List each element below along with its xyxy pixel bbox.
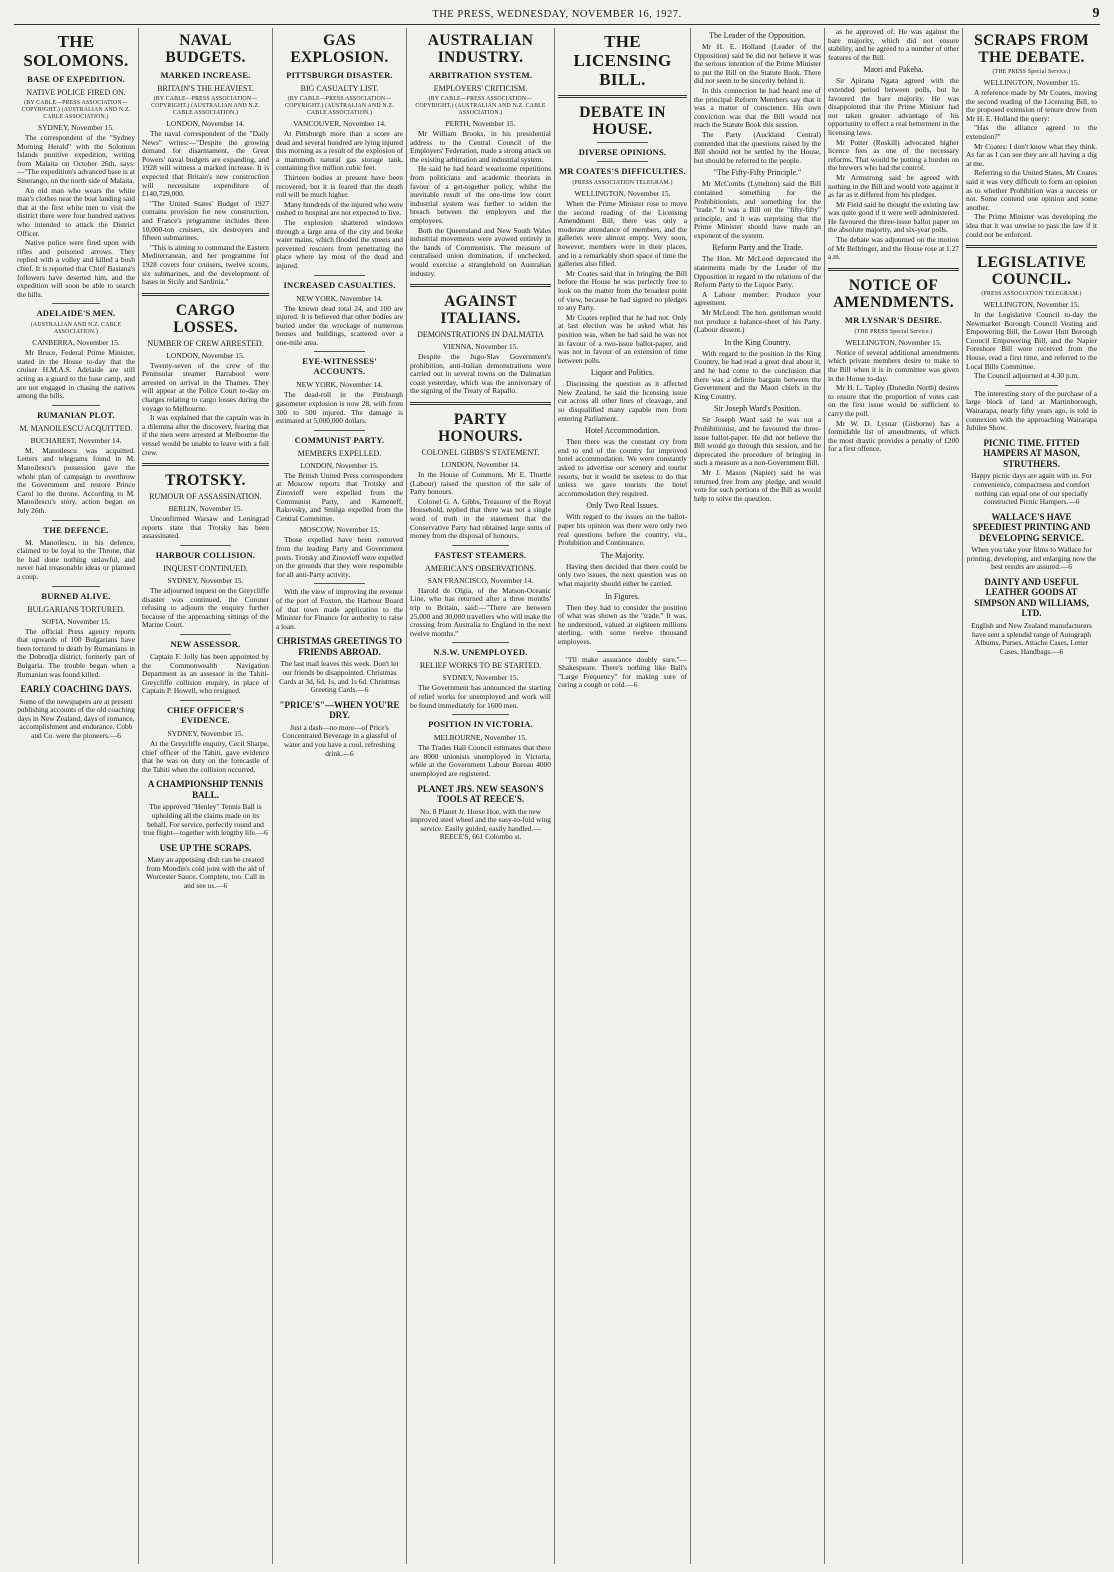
- paragraph: A Labour member: Produce your agreement.: [694, 289, 821, 308]
- section-heading: Only Two Real Issues.: [586, 501, 659, 511]
- divider: [314, 275, 365, 276]
- divider: [966, 245, 1097, 248]
- ad-text: English and New Zealand manufacturers have sent a splendid range of Autograph Albums, Purses, Attache Cases, Letter Cases, Handbags.—6: [971, 620, 1092, 656]
- subheadline: EMPLOYERS' CRITICISM.: [433, 84, 528, 93]
- advertisement: [17, 684, 135, 740]
- section-heading: Liquor and Politics.: [590, 368, 655, 378]
- ad-text: No. 8 Planet Jr. Horse Hoe, with the new improved steel wheel and the easy-to-fold wing service. Easily guided, easily handled.—REECE'S, 661 Colombo st.: [410, 806, 551, 842]
- divider: [52, 586, 99, 587]
- dateline: WELLINGTON, November 15.: [983, 78, 1080, 87]
- subheadline: COLONEL GIBBS'S STATEMENT.: [421, 448, 540, 458]
- dateline: PERTH, November 15.: [445, 119, 516, 128]
- paragraph: Harold de Olgia, of the Matson-Oceanic Line, who has returned after a three months' trip to Britain, said:—"There are between 25,000 and 30,000 travellers who will make the crossing from Australia to England in the next twelve months.": [410, 585, 552, 638]
- dateline: BUCHAREST, November 14.: [30, 435, 122, 445]
- paragraph: The explosion shattered windows through a large area of the city and broke water mains, which flooded the streets and prevented rescuers from penetrating the place where lay most of the dead and injured.: [276, 217, 403, 270]
- paragraph: Mr William Brooks, in his presidential address to the Central Council of the Employers' Federation, made a strong attack on the existing arbitration and industrial system.: [410, 129, 551, 164]
- dateline: LONDON, November 14.: [441, 460, 520, 470]
- paragraph: The known dead total 24, and 100 are injured. It is believed that other bodies are buried under the wreckage of numerous houses and buildings, scattered over a one-mile area.: [276, 303, 403, 347]
- divider: [142, 293, 269, 296]
- advertisement: [410, 784, 551, 842]
- column-3: [272, 28, 406, 1564]
- dateline: SYDNEY, November 15.: [167, 576, 244, 585]
- headline: NAVAL BUDGETS.: [165, 32, 246, 66]
- dateline: MOSCOW, November 15.: [299, 525, 380, 535]
- paragraph: Many hundreds of the injured who were rushed to hospital are not expected to live.: [276, 199, 403, 218]
- subheadline: MARKED INCREASE.: [160, 70, 251, 80]
- divider: [452, 545, 508, 546]
- headline: DEBATE IN HOUSE.: [579, 104, 666, 138]
- paragraph: Mr McLeod: The hon. gentleman would not produce a balance-sheet of his Party. (Labour dissent.): [694, 308, 821, 335]
- paragraph: Mr Coates said that in bringing the Bill before the House he was perfectly free to look on the matter from the broadest point of view, because he had signed no pledges to any Party.: [558, 268, 687, 313]
- advertisement: [276, 636, 403, 758]
- column-5: [554, 28, 690, 1564]
- telegram-credit: (PRESS ASSOCIATION TELEGRAM.): [572, 180, 673, 186]
- paragraph: Thirteen bodies at present have been recovered, but it is feared that the death roll will be much higher.: [276, 172, 403, 200]
- paragraph: The Government has announced the starting of relief works for unemployed and work will be found immediately for 1600 men.: [410, 683, 551, 710]
- ad-heading: EARLY COACHING DAYS.: [20, 684, 132, 695]
- paragraph: In this connection he had heard one of the principal Reform Members say that it was a matter of conscience. His own conviction was that the Bill would not reach the Statute Book this session.: [694, 85, 821, 130]
- paragraph: Sir Apirana Ngata agreed with the extended period between polls, but he favoured the bare majority. He was disappointed that the Prime Minister had not taken greater advantage of his opportunity to effect a real betterment in the licensing laws.: [828, 76, 959, 137]
- headline: LEGISLATIVE COUNCIL.: [977, 254, 1086, 289]
- subheadline: M. MANOILESCU ACQUITTED.: [19, 423, 133, 433]
- section-heading: In Figures.: [605, 591, 640, 601]
- dateline: LONDON, November 15.: [166, 350, 245, 360]
- ad-text: The approved "Henley" Tennis Ball is upholding all the claims made on its behalf. For service, perfectly round and true flight—together with lengthy life.—6: [143, 802, 268, 838]
- subheadline: DEMONSTRATIONS IN DALMATIA: [417, 330, 544, 340]
- subheadline: FASTEST STEAMERS.: [434, 549, 527, 560]
- dateline: SAN FRANCISCO, November 14.: [427, 575, 534, 585]
- subheadline: RELIEF WORKS TO BE STARTED.: [419, 661, 542, 671]
- headline: NOTICE OF AMENDMENTS.: [833, 276, 954, 311]
- divider: [597, 161, 649, 162]
- column-4: [406, 28, 554, 1564]
- paragraph: A reference made by Mr Coates, moving the second reading of the Licensing Bill, to the proposed extension of tenure drew from Mr H. E. Holland the query:: [966, 88, 1097, 123]
- paragraph: The adjourned inquest on the Greycliffe disaster was continued, the Coroner refusing to adjourn the enquiry further because of the approaching sittings of the Marine Court.: [142, 586, 269, 630]
- subheadline: NUMBER OF CREW ARRESTED.: [147, 338, 264, 348]
- subheadline: PITTSBURGH DISASTER.: [286, 70, 393, 80]
- divider: [52, 303, 99, 304]
- column-7: [824, 28, 962, 1564]
- page-columns: [14, 28, 1100, 1564]
- subheadline: HARBOUR COLLISION.: [155, 550, 256, 560]
- dateline: SYDNEY, November 15.: [167, 728, 244, 738]
- ad-heading: PICNIC TIME. FITTED HAMPERS AT MASON, STRUTHERS.: [983, 437, 1080, 469]
- divider: [142, 463, 269, 466]
- paragraph: "The United States' Budget of 1927 contains provision for new construction, and France's programme includes three 10,000-ton cruisers, six destroyers and fifteen submarines.: [142, 198, 269, 243]
- divider: [180, 634, 231, 635]
- subheadline: INQUEST CONTINUED.: [163, 564, 248, 573]
- divider: [180, 700, 231, 701]
- divider: [180, 545, 231, 546]
- paragraph: The Party (Auckland Central) contended that the questions raised by the Bill should not be settled by the House, but should be referred to the people.: [694, 129, 821, 165]
- masthead-title: THE PRESS, WEDNESDAY, NOVEMBER 16, 1927.: [432, 9, 682, 20]
- dateline: NEW YORK, November 14.: [296, 380, 383, 390]
- paragraph: Mr W. D. Lysnar (Gisborne) has a formidable list of amendments, of which the most drastic provides a penalty of £200 for a first offence.: [828, 418, 959, 454]
- paragraph: Mr Coates replied that he had not. Only at last election was he asked what his position was, when he had said he was not in favour of a two-issue ballot-paper, and was not in favour of an extension of time between polls.: [558, 312, 687, 365]
- paragraph: At the Greycliffe enquiry, Cecil Sharpe, chief officer of the Tahiti, gave evidence that he was on duty on the forecastle of the Tahiti when the collision occurred.: [142, 738, 269, 774]
- paragraph: The Prime Minister was developing the idea that it was unwise to pass the law if it could not be enforced.: [966, 212, 1097, 239]
- paragraph: The Council adjourned at 4.30 p.m.: [974, 371, 1080, 381]
- paragraph: The correspondent of the "Sydney Morning Herald" with the Solomon Islands punitive expedition, writing from Malaita on October 26th, says:—"The expedition's advanced base is at Sinerango, on the north side of Malaita.: [17, 133, 135, 185]
- cable-credit: (BY CABLE—PRESS ASSOCIATION—COPYRIGHT.) (AUSTRALIAN AND N.Z. CABLE ASSOCIATION.): [285, 96, 394, 116]
- paragraph: Mr Coates: I don't know what they think. As far as I can see they are all having a dig at me.: [966, 141, 1097, 168]
- cable-credit: (BY CABLE—PRESS ASSOCIATION—COPYRIGHT.) (AUSTRALIAN AND N.Z. CABLE ASSOCIATION.): [151, 96, 260, 116]
- paragraph: Mr J. Mason (Napier) said he was returned free from any pledge, and would vote for such portions of the Bill as would help to solve the question.: [694, 467, 821, 503]
- paragraph: With regard to the issues on the ballot-paper his opinion was there were only two real questions before the country, viz., Prohibition and Continuance.: [558, 512, 687, 548]
- paragraph: With the view of improving the revenue of the port of Foxton, the Harbour Board of that town made application to the Minister for Finance for authority to raise a loan.: [276, 587, 403, 631]
- divider: [410, 402, 551, 405]
- cable-credit: (BY CABLE—PRESS ASSOCIATION—COPYRIGHT.) (AUSTRALIAN AND N.Z. CABLE ASSOCIATION.): [415, 96, 546, 116]
- subheadline: POSITION IN VICTORIA.: [428, 719, 533, 730]
- paragraph: Discussing the question as it affected New Zealand, he said the licensing issue cut across all other lines of cleavage, and so disqualified many capable men from entering Parliament.: [558, 379, 687, 423]
- divider: [410, 284, 551, 287]
- divider: [314, 583, 365, 584]
- dateline: VIENNA, November 15.: [442, 342, 519, 352]
- paragraph: The naval correspondent of the "Daily News" writes:—"Despite the growing demand for disarmament, the Great Powers' naval budgets are expanding, and 1928 will witness a marked increase. It is expected that Britain's new construction will necessitate expenditure of £140,729,000.: [142, 129, 269, 199]
- paragraph: Mr Field said he thought the existing law was quite good if it were well administered. He favoured the three-issue ballot paper on the absolute majority, and six-year polls.: [828, 199, 959, 235]
- dateline: BERLIN, November 15.: [168, 504, 243, 514]
- divider: [452, 642, 508, 643]
- section-heading: In the King Country.: [724, 337, 791, 347]
- telegram-credit: (PRESS ASSOCIATION TELEGRAM.): [981, 291, 1082, 298]
- column-8: [962, 28, 1100, 1564]
- subheadline: MR LYSNAR'S DESIRE.: [844, 314, 943, 325]
- subheadline: MR COATES'S DIFFICULTIES.: [559, 166, 686, 176]
- dateline: WELLINGTON, November 15.: [983, 300, 1080, 310]
- subheadline: EYE-WITNESSES' ACCOUNTS.: [302, 356, 377, 377]
- paragraph: Referring to the United States, Mr Coates said it was very difficult to form an opinion as to whether Prohibition was a success or not. Some contend one opinion and some another.: [966, 168, 1097, 212]
- paragraph: Both the Queensland and New South Wales industrial movements were avowed entirely in the hands of Communists. The measure of centralised union domination, if unchecked, would exercise a stranglehold on Australian industry.: [410, 225, 551, 278]
- headline: CARGO LOSSES.: [173, 301, 238, 336]
- dateline: LONDON, November 14.: [166, 119, 245, 128]
- subheadline: DIVERSE OPINIONS.: [578, 147, 667, 157]
- column-6: [690, 28, 824, 1564]
- subheadline: NATIVE POLICE FIRED ON.: [26, 88, 126, 97]
- advertisement: [142, 779, 269, 890]
- subheadline: AMERICAN'S OBSERVATIONS.: [425, 563, 536, 573]
- subheadline: BIG CASUALTY LIST.: [300, 84, 379, 93]
- dateline: SYDNEY, November 15.: [442, 673, 519, 683]
- section-heading: "The Fifty-Fifty Principle.": [713, 168, 802, 178]
- paragraph: Having then decided that there could be only two issues, the next question was on what majority should either be carried.: [558, 561, 687, 588]
- column-1: [14, 28, 138, 1564]
- paragraph: An old man who wears the white man's clothes near the boat landing said that at the first white men to visit the district there were four hundred natives who intended to attack the District Officer.: [17, 185, 135, 238]
- page-number: 9: [1092, 6, 1100, 21]
- subheadline: BULGARIANS TORTURED.: [27, 604, 125, 614]
- ad-text: When you take your films to Wallace for printing, developing, and enlarging now the best results are assured.—6: [966, 545, 1097, 572]
- paragraph: The British United Press correspondent at Moscow reports that Trotsky and Zinovieff were expelled from the Communist Party, and Kameneff, Rakovsky, and Smilga expelled from the Central Committee.: [276, 470, 403, 523]
- dateline: LONDON, November 15.: [300, 460, 379, 470]
- divider: [828, 268, 959, 271]
- paragraph: Mr Bruce, Federal Prime Minister, stated in the House to-day that the cruiser H.M.A.S. Adelaide are still acting as a guard to the base camp, and are not engaged in chasing the natives among the hills.: [17, 348, 135, 401]
- dateline: SOFIA, November 15.: [41, 616, 111, 626]
- section-heading: Maori and Pakeha.: [863, 65, 924, 75]
- column-2: [138, 28, 272, 1564]
- divider: [52, 405, 99, 406]
- paragraph: Those expelled have been removed from the leading Party and Government posts. Trotsky and Zinovieff were expelled on the grounds that they were responsible for all anti-Party activity.: [276, 535, 403, 579]
- paragraph: as he approved of. He was against the bare majority, which did not ensure stability, and he agreed to a number of other features of the Bill.: [828, 28, 959, 62]
- divider: [314, 430, 365, 431]
- paragraph: Mr H. E. Holland (Leader of the Opposition) said he did not believe it was the serious intention of the Prime Minister to put the Bill on the Statute Book. There did not seem to be sincerity behind it.: [694, 42, 821, 86]
- section-heading: The Majority.: [600, 550, 645, 560]
- divider: [558, 95, 687, 98]
- subheadline: NEW ASSESSOR.: [170, 638, 241, 649]
- paragraph: The official Press agency reports that upwards of 100 Bulgarians have been tortured to death by Rumanians in the Dobrudja district, formerly part of Bulgaria. The trouble began when a Rumanian was found killed.: [17, 626, 135, 679]
- ad-heading: PLANET JRS. NEW SEASON'S TOOLS AT REECE'S.: [417, 783, 544, 805]
- dateline: NEW YORK, November 14.: [296, 293, 383, 303]
- paragraph: Twenty-seven of the crew of the Peninsular steamer Barrabool were arrested on arrival in the Thames. They will appear at the Police Court to-day on charges relating to cargo losses during the voyage to Melbourne.: [142, 360, 269, 413]
- ad-text: Just a dash—no more—of Price's Concentrated Beverage in a glassful of water and you have a cool, refreshing drink.—6: [282, 722, 397, 758]
- paragraph: Mr H. L. Tapley (Dunedin North) desires to ensure that the proportion of votes cast on the first issue would be sufficient to carry the poll.: [828, 383, 959, 418]
- paragraph: With regard to the position in the King Country, he had read a great deal about it, and he had come to the conclusion that there was a definite bargain between the Government and the Maori chiefs in the King Country.: [694, 348, 821, 401]
- paragraph: Despite the Jugo-Slav Government's prohibition, anti-Italian demonstrations were carried out in several towns on the Dalmatian coast yesterday, which was the anniversary of the signing of the Treaty of Rapallo.: [410, 352, 551, 396]
- paragraph: The debate was adjourned on the motion of Mr Bellringer, and the House rose at 1.27 a.m.: [828, 235, 959, 262]
- ad-heading: "PRICE'S"—WHEN YOU'RE DRY.: [279, 699, 400, 721]
- headline: SCRAPS FROM THE DEBATE.: [974, 32, 1089, 66]
- paragraph: Then they had to consider the position of what was shown as the "trade." It was, he understood, valued at eighteen millions sterling, with some twelve thousand employees.: [558, 602, 687, 646]
- dateline: MELBOURNE, November 15.: [433, 733, 528, 743]
- paragraph: Sir Joseph Ward said he was not a Prohibitionist, and he favoured the three-issue ballot-paper. He did not believe the Bill would go through this session, and he deprecated the procedure of bringing in such a measure as a non-Government Bill.: [694, 415, 821, 468]
- divider: [1005, 385, 1057, 386]
- subheadline: BASE OF EXPEDITION.: [27, 74, 125, 84]
- paragraph: Unconfirmed Warsaw and Leningrad reports state that Trotsky has been assassinated.: [142, 514, 269, 541]
- paragraph: Captain F. Jolly has been appointed by the Commonwealth Navigation Department as an assessor in the Tahiti-Greycliffe collision enquiry, in place of Captain P. Howell, who resigned.: [142, 651, 269, 696]
- paragraph: The Hon. Mr McLeod deprecated the statements made by the Leader of the Opposition in regard to the relations of the Reform Party to the Liquor Party.: [694, 254, 821, 290]
- subheadline: CHIEF OFFICER'S EVIDENCE.: [166, 704, 245, 725]
- subheadline: ADELAIDE'S MEN.: [36, 308, 116, 319]
- masthead: [14, 8, 1100, 25]
- headline: THE SOLOMONS.: [23, 32, 129, 70]
- paragraph: Mr Armstrong said he agreed with nothing in the Bill and would vote against it as far as it differed from his pledges.: [828, 172, 959, 200]
- section-heading: Sir Joseph Ward's Position.: [714, 404, 801, 414]
- divider: [314, 351, 365, 352]
- subheadline: INCREASED CASUALTIES.: [283, 279, 396, 290]
- paragraph: Mr Potter (Roskill) advocated higher licence fees as one of the necessary reforms. That would be putting a burden on the brewers who had the control.: [828, 137, 959, 173]
- paragraph: Mr McCombs (Lyttelton) said the Bill contained something for the Prohibitionists, and something for the "trade." It was a Bill on the "fifty-fifty" principle, and it was surprising that the Prime Minister should have made an exponent of the system.: [694, 179, 821, 240]
- ad-heading: CHRISTMAS GREETINGS TO FRIENDS ABROAD.: [276, 636, 403, 657]
- ad-text: Many an appetising dish can be created from Mondin's cold joint with the aid of Worcester Sauce. Complete, too. Call in and see us.—6: [146, 855, 265, 890]
- dateline: VANCOUVER, November 14.: [293, 119, 386, 128]
- paragraph: "Has the alliance agreed to the extension?": [966, 123, 1097, 141]
- paragraph: "This is aiming to command the Eastern Mediterranean, and her programme for 1928 covers four cruisers, twelve scouts, six submarines, and the development of bases in Sicily and Sardinia.": [142, 242, 269, 287]
- ad-heading: WALLACE'S HAVE SPEEDIEST PRINTING AND DEVELOPING SERVICE.: [972, 511, 1091, 543]
- divider: [597, 142, 649, 143]
- subheadline: THE DEFENCE.: [43, 524, 109, 535]
- divider: [597, 651, 649, 652]
- subheadline: RUMANIAN PLOT.: [37, 409, 115, 420]
- subheadline: MEMBERS EXPELLED.: [297, 448, 382, 458]
- paragraph: M. Manoilescu, in his defence, claimed to be loyal to the Throne, that he had done nothing unlawful, and never had treasonable ideas or planned a coup.: [17, 537, 135, 581]
- section-heading: Hotel Accommodation.: [585, 426, 660, 436]
- paragraph: At Pittsburgh more than a score are dead and several hundred are lying injured this morning as a result of the explosion of a mammoth natural gas storage tank, containing five million cubic feet.: [276, 129, 403, 173]
- paragraph: Native police were fired upon with rifles and poisoned arrows. They replied with a volley and killed a bush chief. It is reported that Chief Basiana's followers have deserted him, and the expedition will soon be able to search the hills.: [17, 238, 135, 299]
- paragraph: Then there was the constant cry from end to end of the country for improved hotel accommodation. We were constantly asked to advertise our scenery and tourist resorts, but it would be useless to do that unless we gave tourists the hotel accommodation they required.: [558, 437, 687, 498]
- subheadline: RUMOUR OF ASSASSINATION.: [149, 492, 262, 502]
- paragraph: Notice of several additional amendments which private members desire to make to the Bill when it is in committee was given in the House to-day.: [828, 347, 959, 383]
- paragraph: In the House of Commons, Mr E. Thurtle (Labour) raised the question of the sale of Party honours.: [410, 470, 551, 497]
- dateline: CANBERRA, November 15.: [32, 338, 120, 348]
- cable-credit: (AUSTRALIAN AND N.Z. CABLE ASSOCIATION.): [30, 322, 122, 336]
- subheadline: ARBITRATION SYSTEM.: [428, 70, 533, 80]
- divider: [452, 714, 508, 715]
- paragraph: When the Prime Minister rose to move the second reading of the Licensing Amendment Bill, there was only a moderate attendance of members, and the galleries were almost empty. Very soon, however, members were in their places, and in a remarkably short space of time the galleries also filled.: [558, 199, 687, 269]
- headline: GAS EXPLOSION.: [290, 32, 389, 66]
- ad-heading: A CHAMPIONSHIP TENNIS BALL.: [147, 779, 264, 800]
- ad-heading: DAINTY AND USEFUL LEATHER GOODS AT SIMPSON AND WILLIAMS, LTD.: [974, 576, 1089, 619]
- subheadline: N.S.W. UNEMPLOYED.: [433, 647, 528, 658]
- paragraph: In the Legislative Council to-day the Newmarket Borough Council Vesting and Empowering Bill, the Lower Hutt Borough Council Empowering Bill, and the Napier Foreshore Bill were received from the House, read a first time, and referred to the Local Bills Committee.: [966, 310, 1097, 371]
- cable-credit: (BY CABLE—PRESS ASSOCIATION—COPYRIGHT.) (AUSTRALIAN AND N.Z. CABLE ASSOCIATION.): [21, 100, 131, 120]
- paragraph: The Trades Hall Council estimates that there are 8000 unionists unemployed in Victoria, while at the Government Labour Bureau 4000 unemployed are registered.: [410, 743, 551, 778]
- advertisement: [966, 438, 1097, 657]
- ad-text: "I'll make assurance doubly sure."—Shakespeare. There's nothing like Ball's "Large Frequency" for making sure of curing a cough or cold.—6: [558, 654, 687, 690]
- dateline: WELLINGTON, November 15.: [845, 337, 942, 347]
- headline: THE LICENSING BILL.: [573, 32, 672, 89]
- ad-text: The last mail leaves this week. Don't let our friends be disappointed. Christmas Cards at 3d, 6d, 1s, and 1s 6d. Christmas Greeting Cards.—6: [279, 659, 400, 695]
- paragraph: The dead-roll in the Pittsburgh gasometer explosion is now 28, with from 300 to 500 injured. The damage is estimated at 5,000,000 dollars.: [276, 390, 403, 426]
- paragraph: M. Manoilescu was acquitted. Letters and telegrams found in M. Manoilescu's possession gave the whole plan of campaign to overthrow the Government and restore Prince Carol to the throne. According to M. Manoilescu's story, action began on July 26th.: [17, 445, 135, 515]
- paragraph: He said he had heard wearisome repetitions from politicians and academic theorists in favour of a get-together policy, whilst the inevitable result of the one-time low court industrial system was further to widen the breach between the employers and the employees.: [410, 164, 551, 225]
- section-heading: Reform Party and the Trade.: [712, 243, 803, 253]
- paragraph: The interesting story of the purchase of a large block of land at Martinborough, Wairarapa, nearly fifty years ago, is told in connexion with the approaching Wairarapa Jubilee Show.: [966, 388, 1097, 433]
- special-service-credit: (THE PRESS Special Service.): [992, 69, 1071, 75]
- subheadline: COMMUNIST PARTY.: [294, 434, 385, 445]
- ad-text: Happy picnic days are again with us. For convenience, compactness and comfort nothing can equal one of our specially constructed Picnic Hampers.—6: [970, 471, 1093, 507]
- dateline: WELLINGTON, November 15.: [574, 189, 671, 198]
- paragraph: It was explained that the captain was in a dilemma after the discovery, fearing that if the men were arrested at Melbourne the vessel would be unable to leave with a full crew.: [142, 413, 269, 457]
- headline: AUSTRALIAN INDUSTRY.: [427, 32, 534, 66]
- subheadline: BRITAIN'S THE HEAVIEST.: [157, 84, 254, 93]
- paragraph: Colonel G. A. Gibbs, Treasurer of the Royal Household, replied that there was not a single word of truth in the statement that the Conservative Party had obtained large sums of money from the disposal of honours.: [410, 496, 551, 541]
- section-heading: The Leader of the Opposition.: [709, 31, 806, 40]
- ad-text: Some of the newspapers are at present publishing accounts of the old coaching days in New Zealand, days of romance, accomplishment and endurance. Cobb and Co. were the pioneers.—6: [17, 696, 135, 740]
- divider: [52, 520, 99, 521]
- subheadline: BURNED ALIVE.: [41, 590, 111, 601]
- headline: AGAINST ITALIANS.: [440, 293, 521, 328]
- headline: PARTY HONOURS.: [438, 411, 523, 446]
- headline: TROTSKY.: [165, 472, 246, 490]
- special-service-credit: (THE PRESS Special Service.): [854, 328, 933, 335]
- ad-heading: USE UP THE SCRAPS.: [159, 842, 252, 853]
- dateline: SYDNEY, November 15.: [37, 123, 115, 132]
